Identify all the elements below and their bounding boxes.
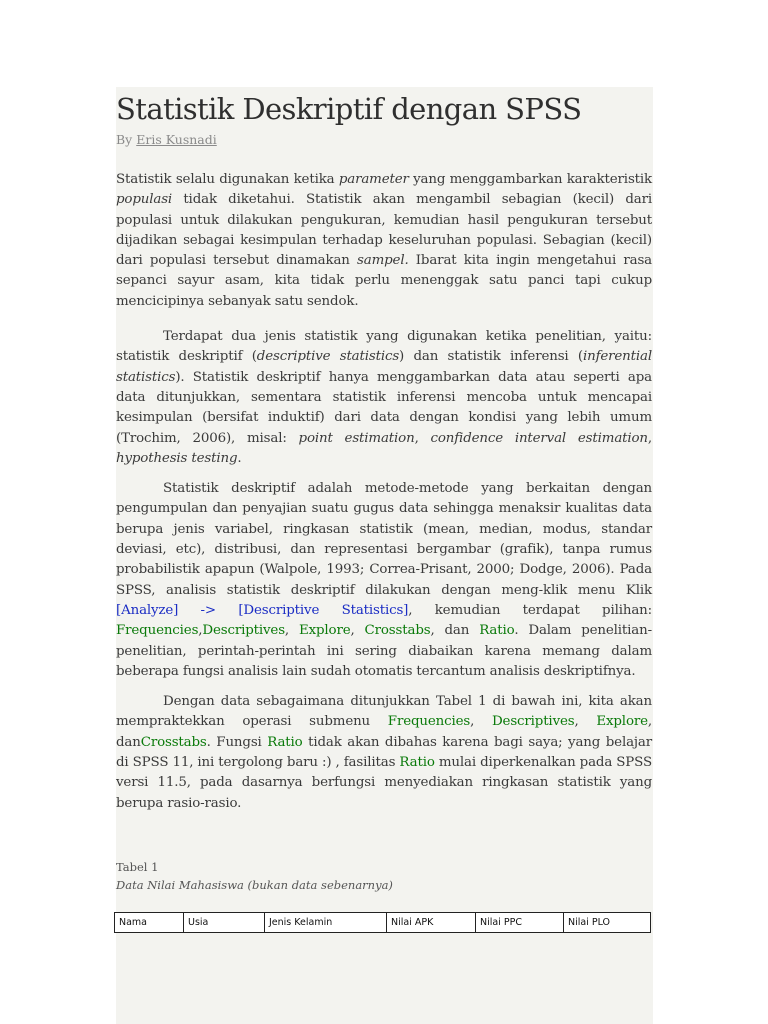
submenu-descriptives: Descriptives [202, 623, 285, 639]
term-confidence-interval: confidence interval estimation [430, 430, 648, 446]
paragraph-types [116, 327, 652, 469]
text-run: Ibarat kita ingin mengetahui rasa sepanci sayur asam, kita tidak perlu menenggak satu panci tapi cukup mencicipinya sebanyak satu sendok. [116, 253, 652, 309]
text-run: , dan [430, 623, 480, 639]
table-caption: Data Nilai Mahasiswa (bukan data sebenarnya) [116, 877, 393, 892]
submenu-explore: Explore [298, 623, 351, 639]
text-run: , [198, 623, 203, 639]
submenu-ratio: Ratio [479, 623, 515, 639]
term-sampel: sampel. [357, 253, 409, 269]
text-run: , [284, 623, 299, 639]
article-page [116, 87, 653, 1024]
text-run: , [574, 714, 597, 730]
submenu-explore: Explore [596, 714, 648, 730]
table-header-row [115, 913, 651, 933]
byline-prefix: By [116, 132, 137, 147]
menu-path-analyze-descriptive: [Analyze] -> [Descriptive Statistics] [116, 602, 409, 618]
data-table [114, 912, 651, 933]
byline [116, 132, 652, 148]
submenu-frequencies: Frequencies [387, 714, 471, 730]
header-nama: Nama [115, 913, 184, 933]
submenu-ratio: Ratio [399, 755, 435, 771]
header-nilai-ppc: Nilai PPC [476, 913, 564, 933]
submenu-frequencies: Frequencies [116, 623, 199, 639]
text-run: Terdapat dua jenis statistik yang digunakan ketika penelitian, yaitu: statistik deskriptif ( [116, 329, 652, 365]
text-run: . Dalam penelitian-penelitian, perintah-perintah ini sering diabaikan karena memang dalam beberapa fungsi analisis lain sudah otomatis tercantum analisis deskriptifnya. [116, 623, 652, 679]
header-usia: Usia [184, 913, 265, 933]
table-label: Tabel 1 [116, 859, 159, 874]
text-run: Statistik deskriptif adalah metode-metode yang berkaitan dengan pengumpulan dan penyajian suatu gugus data sehingga menaksir kualitas data berupa jenis variabel, ringkasan statistik (mean, median, modus, standar deviasi, etc), distribusi, dan representasi bergambar (grafik), tanpa rumus probabilistik apapun (Walpole, 1993; Correa-Prisant, 2000; Dodge, 2006). Pada SPSS, analisis statistik deskriptif dilakukan dengan meng-klik menu Klik [116, 481, 652, 598]
article-title: Statistik Deskriptif dengan SPSS [116, 92, 582, 126]
text-run: tidak akan dibahas karena bagi saya; yang belajar di SPSS 11, ini tergolong baru :) , fasilitas [116, 734, 652, 771]
term-hypothesis-testing: hypothesis testing [116, 450, 238, 466]
text-run: Dengan data sebagaimana ditunjukkan Tabel 1 di bawah ini, kita akan mempraktekkan operasi submenu [116, 694, 652, 730]
term-point-estimation: point estimation [298, 430, 415, 446]
text-run: , [414, 430, 431, 446]
text-run: . [237, 450, 242, 466]
paragraph-practice [116, 692, 652, 814]
text-run: ) dan statistik inferensi ( [399, 349, 583, 365]
term-descriptive-statistics: descriptive statistics [256, 349, 400, 365]
article-content [116, 87, 652, 894]
paragraph-intro [116, 170, 652, 312]
text-run: ). Statistik deskriptif hanya menggambarkan data atau seperti apa data ditunjukkan, sementara statistik inferensi mencoba untuk mencapai kesimpulan (bersifat induktif) dari data dengan kondisi yang lebih umum (Trochim, 2006), misal: [116, 369, 652, 446]
submenu-crosstabs: Crosstabs [364, 623, 431, 639]
text-run: , [470, 714, 492, 730]
text-run: , kemudian terdapat pilihan: [408, 602, 652, 618]
term-parameter: parameter [338, 172, 409, 187]
text-run: tidak diketahui. Statistik akan mengambil sebagian (kecil) dari populasi untuk dilakukan pengukuran, kemudian hasil pengukuran tersebut dijadikan sebagai kesimpulan terhadap keseluruhan populasi. Sebagian (kecil) dari populasi tersebut dinamakan [116, 192, 652, 269]
header-nilai-plo: Nilai PLO [564, 913, 651, 933]
text-run: . Fungsi [206, 734, 268, 750]
term-populasi: populasi [116, 192, 173, 208]
text-run: , dan [116, 714, 652, 750]
paragraph-descriptive [116, 479, 652, 682]
text-run: , [647, 430, 653, 446]
header-nilai-apk: Nilai APK [387, 913, 476, 933]
submenu-descriptives: Descriptives [491, 714, 575, 730]
text-run: mulai diperkenalkan pada SPSS versi 11.5, pada dasarnya berfungsi menyediakan ringkasan statistik yang berupa rasio-rasio. [116, 755, 652, 811]
text-run: Statistik selalu digunakan ketika [116, 172, 339, 187]
text-run: , [350, 623, 365, 639]
term-inferential-statistics: inferential statistics [116, 349, 652, 385]
author-link[interactable]: Eris Kusnadi [136, 132, 217, 147]
submenu-crosstabs: Crosstabs [140, 734, 207, 750]
submenu-ratio: Ratio [267, 734, 303, 750]
text-run: yang menggambarkan karakteristik [408, 172, 652, 187]
header-jenis-kelamin: Jenis Kelamin [265, 913, 387, 933]
